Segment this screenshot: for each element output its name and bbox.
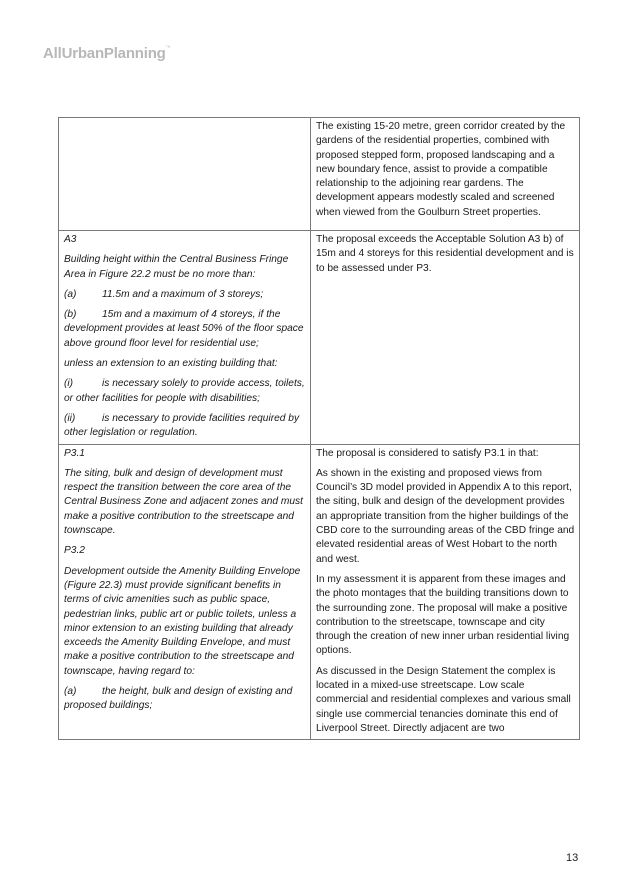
table-row	[59, 444, 580, 740]
assessment-paragraph: As discussed in the Design Statement the complex is located in a mixed-use streetscape. Low scale commercial and residential complexes and various small single use commercial tenancies dominate this end of Liverpool Street. Directly adjacent are two	[316, 665, 571, 734]
clause-item: (b) 15m and a maximum of 4 storeys, if the development provides at least 50% of the floor space above ground floor level for residential use;	[64, 309, 304, 349]
clause-text: The siting, bulk and design of development must respect the transition between the core area of the Central Business Zone and adjacent zones and must make a positive contribution to the streetscape and townscape.	[64, 467, 303, 537]
standard-cell	[59, 444, 311, 740]
assessment-paragraph: The proposal exceeds the Acceptable Solution A3 b) of 15m and 4 storeys for this residential development and is to be assessed under P3.	[316, 234, 574, 274]
clause-text: Building height within the Central Business Fringe Area in Figure 22.2 must be no more than:	[64, 254, 289, 280]
table-row	[59, 231, 580, 445]
clause-heading: A3	[64, 234, 77, 245]
assessment-paragraph: As shown in the existing and proposed views from Council’s 3D model provided in Appendix A to this report, the siting, bulk and design of the development provides an appropriate transition from the higher buildings of the CBD core to the surrounding areas of the CBD fringe and elevated residential areas of West Hobart to the north and west.	[316, 467, 575, 565]
assessment-cell	[311, 118, 580, 231]
standard-cell	[59, 231, 311, 445]
clause-heading: P3.2	[64, 545, 85, 557]
table-row	[59, 118, 580, 231]
clause-item: (a) the height, bulk and design of existing and proposed buildings;	[64, 686, 293, 712]
clause-text: unless an extension to an existing building that:	[64, 358, 278, 370]
clause-text: Development outside the Amenity Building Envelope (Figure 22.3) must provide significant benefits in terms of civic amenities such as public space, pedestrian links, public art or public toilets, unless a minor extension to an existing building that already exceeds the Amenity Building Envelope, and must make a positive contribution to the streetscape and townscape, having regard to:	[64, 565, 301, 677]
clause-item: (a) 11.5m and a maximum of 3 storeys;	[64, 288, 264, 300]
assessment-paragraph: The proposal is considered to satisfy P3.1 in that:	[316, 447, 539, 459]
clause-item: (i) is necessary solely to provide access, toilets, or other facilities for people with disabilities;	[64, 378, 305, 404]
clause-heading: P3.1	[64, 447, 85, 459]
assessment-paragraph: The existing 15-20 metre, green corridor created by the gardens of the residential properties, combined with proposed stepped form, proposed landscaping and a new boundary fence, assist to provide a compatible relationship to the adjoining rear gardens. The development appears modestly scaled and screened when viewed from the Goulburn Street properties.	[316, 121, 566, 218]
clause-item: (ii) is necessary to provide facilities required by other legislation or regulation.	[64, 412, 300, 439]
standard-cell	[59, 118, 311, 231]
assessment-cell	[311, 231, 580, 445]
company-logo: AllUrbanPlanning™	[43, 45, 171, 62]
page-number: 13	[566, 852, 579, 864]
assessment-cell	[311, 444, 580, 740]
assessment-paragraph: In my assessment it is apparent from these images and the photo montages that the building transitions down to the surrounding zone. The proposal will make a positive contribution to the streetscape, townscape and city through the creation of new inner urban residential living options.	[316, 573, 570, 657]
planning-assessment-table	[58, 117, 580, 740]
